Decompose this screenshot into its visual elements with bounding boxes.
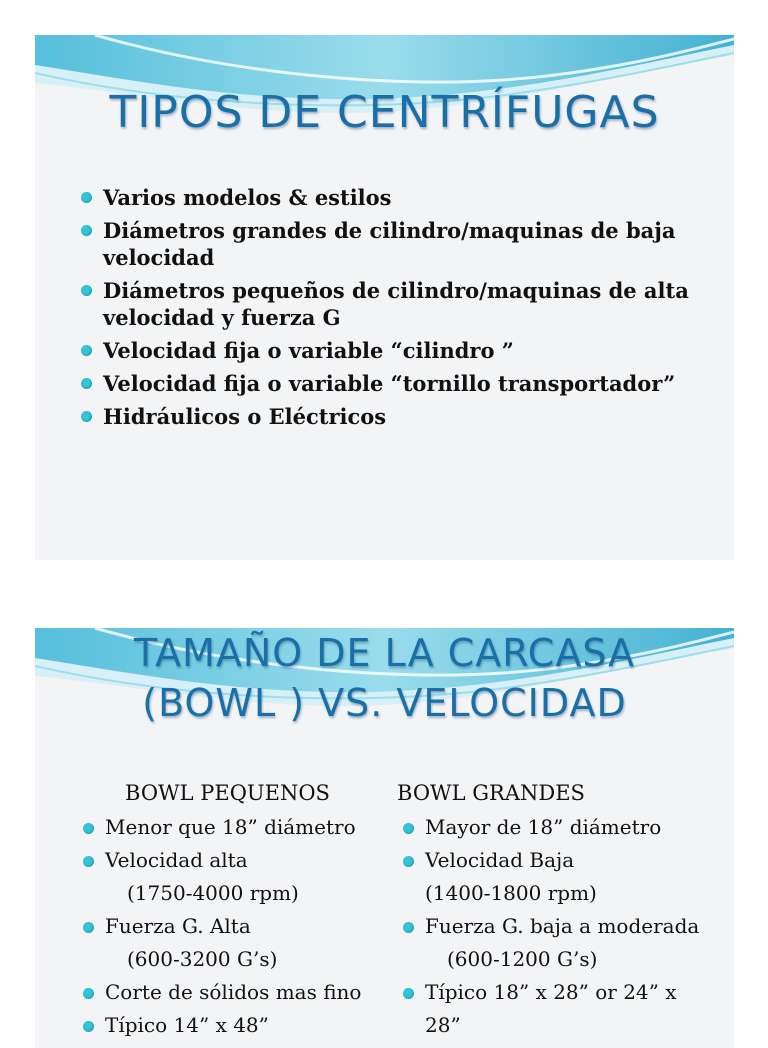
list-item-label: Típico 14” x 48”	[105, 1013, 269, 1037]
list-item: Varios modelos & estilos	[75, 184, 715, 211]
list-item-detail: (600-1200 G’s)	[447, 947, 598, 971]
list-item-label: Menor que 18” diámetro	[105, 815, 356, 839]
list-item: Diámetros pequeños de cilindro/maquinas de alta velocidad y fuerza G	[75, 277, 715, 331]
list-item-label: Velocidad alta	[105, 848, 248, 872]
list-item	[397, 844, 717, 910]
slide-title-line-2: (BOWL ) VS. VELOCIDAD	[142, 681, 627, 725]
list-item	[77, 844, 397, 910]
list-item: Diámetros grandes de cilindro/maquinas de baja velocidad	[75, 217, 715, 271]
column-heading: BOWL GRANDES	[397, 781, 585, 805]
list-item-label: Fuerza G. Alta	[105, 914, 251, 938]
list-item-detail: (1750-4000 rpm)	[127, 881, 299, 905]
list-item-detail: (1400-1800 rpm)	[425, 881, 597, 905]
column-heading: BOWL PEQUENOS	[125, 781, 330, 805]
column-bowl-pequenos	[77, 778, 397, 1042]
bullet-list	[397, 811, 717, 1042]
slide-tamano-carcasa	[35, 628, 734, 1048]
list-item-label: Velocidad Baja	[425, 848, 575, 872]
list-item	[77, 976, 397, 1009]
list-item	[77, 811, 397, 844]
list-item-detail: (600-3200 G’s)	[127, 947, 278, 971]
slide-title	[35, 628, 734, 728]
bullet-list	[75, 184, 715, 436]
list-item-label: Fuerza G. baja a moderada	[425, 914, 700, 938]
list-item-label: Corte de sólidos mas fino	[105, 980, 362, 1004]
list-item	[77, 1009, 397, 1042]
slide-title-line-1: TAMAÑO DE LA CARCASA	[133, 631, 636, 675]
list-item: Velocidad fija o variable “tornillo transportador”	[75, 370, 715, 397]
list-item-label: Mayor de 18” diámetro	[425, 815, 662, 839]
list-item	[77, 910, 397, 976]
slide-tipos-de-centrifugas	[35, 35, 734, 560]
bullet-list	[77, 811, 397, 1042]
list-item	[397, 910, 717, 976]
list-item	[397, 811, 717, 844]
list-item-label: Típico 18” x 28” or 24” x 28”	[425, 980, 677, 1037]
list-item: Hidráulicos o Eléctricos	[75, 403, 715, 430]
list-item	[397, 976, 717, 1042]
slide-title: TIPOS DE CENTRÍFUGAS	[109, 87, 660, 138]
list-item: Velocidad fija o variable “cilindro ”	[75, 337, 715, 364]
column-bowl-grandes	[397, 778, 717, 1042]
